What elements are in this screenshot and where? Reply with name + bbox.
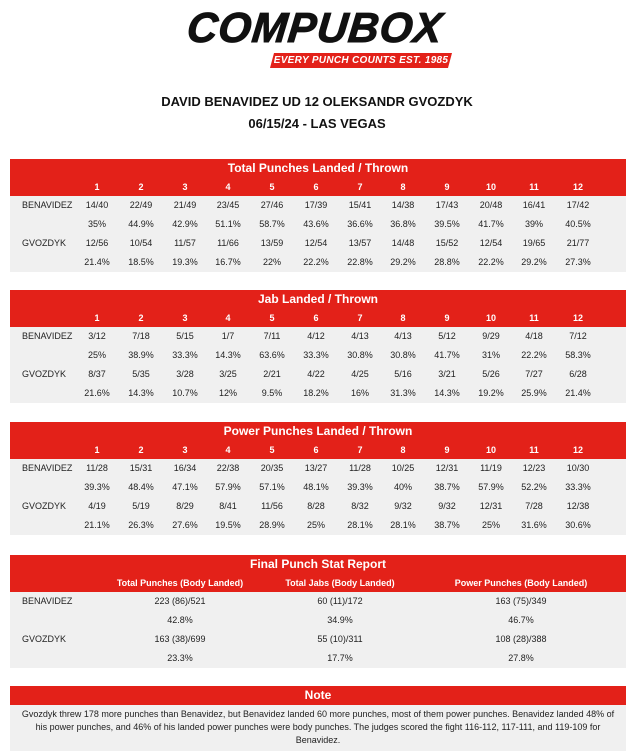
percentage-cell: 19.3% (172, 257, 198, 267)
landed-thrown-cell: 2/21 (263, 369, 281, 379)
landed-thrown-cell: 4/19 (88, 501, 106, 511)
percentage-cell: 28.1% (347, 520, 373, 530)
round-number: 1 (94, 445, 100, 455)
fighter-name: GVOZDYK (22, 369, 67, 379)
fighter-name: BENAVIDEZ (22, 596, 73, 606)
landed-thrown-cell: 5/19 (132, 501, 150, 511)
percentage-cell: 33.3% (565, 482, 591, 492)
round-number: 4 (225, 313, 231, 323)
percentage-cell: 25.9% (521, 388, 547, 398)
percentage-cell: 30.8% (347, 350, 373, 360)
final-pct: 46.7% (508, 615, 534, 625)
percentage-cell: 38.7% (434, 520, 460, 530)
landed-thrown-cell: 4/13 (351, 331, 369, 341)
landed-thrown-cell: 11/28 (86, 463, 108, 473)
fighter-landed-row (10, 459, 626, 478)
percentage-cell: 22.8% (347, 257, 373, 267)
final-col-power: Power Punches (Body Landed) (454, 578, 588, 588)
final-punch-stat-report (10, 555, 626, 668)
round-number: 10 (485, 313, 496, 323)
landed-thrown-cell: 9/32 (394, 501, 412, 511)
landed-thrown-cell: 13/57 (348, 238, 372, 248)
percentage-cell: 14.3% (434, 388, 460, 398)
landed-thrown-cell: 8/37 (88, 369, 106, 379)
percentage-cell: 16% (350, 388, 369, 398)
percentage-cell: 21.4% (565, 388, 591, 398)
landed-thrown-cell: 4/22 (307, 369, 325, 379)
landed-thrown-cell: 6/28 (569, 369, 587, 379)
percentage-cell: 22.2% (478, 257, 504, 267)
landed-thrown-cell: 20/48 (479, 200, 503, 210)
landed-thrown-cell: 4/13 (394, 331, 412, 341)
percentage-cell: 33.3% (303, 350, 329, 360)
percentage-cell: 40.5% (565, 219, 591, 229)
round-number: 8 (400, 182, 406, 192)
percentage-cell: 58.7% (259, 219, 285, 229)
round-number: 7 (357, 313, 363, 323)
fighter-landed-row (10, 327, 626, 346)
round-number: 1 (94, 182, 100, 192)
logo-wordmark: COMPUBOX (184, 4, 446, 51)
landed-thrown-cell: 7/27 (525, 369, 543, 379)
percentage-cell: 31% (481, 350, 500, 360)
total-punches-table (10, 159, 626, 272)
percentage-cell: 25% (306, 520, 325, 530)
percentage-cell: 39.5% (434, 219, 460, 229)
round-number: 2 (138, 445, 144, 455)
landed-thrown-cell: 13/27 (304, 463, 328, 473)
round-number: 5 (269, 313, 275, 323)
fighter-pct-row (10, 346, 626, 365)
landed-thrown-cell: 7/18 (132, 331, 150, 341)
landed-thrown-cell: 4/25 (351, 369, 369, 379)
landed-thrown-cell: 15/52 (435, 238, 459, 248)
final-pct: 23.3% (167, 653, 193, 663)
fighter-name: GVOZDYK (22, 238, 67, 248)
percentage-cell: 9.5% (261, 388, 283, 398)
round-number: 7 (357, 445, 363, 455)
fighter-pct-row (10, 516, 626, 535)
percentage-cell: 21.4% (84, 257, 110, 267)
landed-thrown-cell: 22/49 (129, 200, 153, 210)
round-number: 9 (444, 445, 450, 455)
final-row-gvozdyk-pct (10, 649, 626, 668)
landed-thrown-cell: 16/34 (173, 463, 197, 473)
landed-thrown-cell: 11/66 (217, 238, 239, 248)
percentage-cell: 43.6% (303, 219, 329, 229)
landed-thrown-cell: 3/28 (176, 369, 194, 379)
landed-thrown-cell: 14/40 (85, 200, 109, 210)
final-report-title: Final Punch Stat Report (10, 555, 626, 574)
fighter-landed-row (10, 234, 626, 253)
table-title: Jab Landed / Thrown (10, 290, 626, 309)
fighter-name: GVOZDYK (22, 634, 67, 644)
fighter-landed-row (10, 365, 626, 384)
final-report-column-headers (10, 574, 626, 592)
percentage-cell: 10.7% (172, 388, 198, 398)
table-title: Total Punches Landed / Thrown (10, 159, 626, 178)
landed-thrown-cell: 12/54 (304, 238, 328, 248)
percentage-cell: 22.2% (521, 350, 547, 360)
landed-thrown-cell: 5/12 (438, 331, 456, 341)
round-number: 11 (529, 313, 539, 323)
final-pct: 42.8% (167, 615, 193, 625)
percentage-cell: 28.9% (259, 520, 285, 530)
round-header-row (10, 309, 626, 327)
percentage-cell: 16.7% (215, 257, 241, 267)
landed-thrown-cell: 12/38 (566, 501, 590, 511)
landed-thrown-cell: 7/28 (525, 501, 543, 511)
percentage-cell: 21.6% (84, 388, 110, 398)
final-value: 60 (11)/172 (317, 596, 363, 606)
percentage-cell: 33.3% (172, 350, 198, 360)
landed-thrown-cell: 11/19 (480, 463, 502, 473)
fighter-pct-row (10, 478, 626, 497)
final-pct: 27.8% (508, 653, 534, 663)
fighter-name: GVOZDYK (22, 501, 67, 511)
landed-thrown-cell: 12/54 (479, 238, 503, 248)
landed-thrown-cell: 11/57 (174, 238, 196, 248)
percentage-cell: 12% (218, 388, 237, 398)
final-pct: 34.9% (327, 615, 353, 625)
percentage-cell: 27.3% (565, 257, 591, 267)
percentage-cell: 63.6% (259, 350, 285, 360)
landed-thrown-cell: 4/12 (307, 331, 325, 341)
note-text: Gvozdyk threw 178 more punches than Benavidez, but Benavidez landed 60 more punches, most of them power punches. Benavidez landed 48% of his power punches, and 46% of his landed power punches were body punches. The judges scored the fight 116-112, 117-111, and 119-109 for Benavidez. (21, 709, 615, 745)
fight-date-location: 06/15/24 - LAS VEGAS (248, 116, 386, 131)
landed-thrown-cell: 5/15 (176, 331, 194, 341)
final-value: 108 (28)/388 (495, 634, 547, 644)
round-number: 3 (182, 182, 188, 192)
round-number: 9 (444, 182, 450, 192)
landed-thrown-cell: 14/38 (391, 200, 415, 210)
landed-thrown-cell: 17/42 (566, 200, 590, 210)
fighter-name: BENAVIDEZ (22, 200, 73, 210)
percentage-cell: 18.5% (128, 257, 154, 267)
percentage-cell: 29.2% (390, 257, 416, 267)
landed-thrown-cell: 7/11 (263, 331, 281, 341)
landed-thrown-cell: 12/56 (85, 238, 109, 248)
round-number: 3 (182, 313, 188, 323)
round-number: 3 (182, 445, 188, 455)
percentage-cell: 26.3% (128, 520, 154, 530)
final-value: 163 (38)/699 (154, 634, 206, 644)
round-number: 11 (529, 182, 539, 192)
round-number: 5 (269, 182, 275, 192)
landed-thrown-cell: 1/7 (221, 331, 235, 341)
percentage-cell: 28.8% (434, 257, 460, 267)
percentage-cell: 39.3% (84, 482, 110, 492)
landed-thrown-cell: 19/65 (522, 238, 546, 248)
percentage-cell: 30.6% (565, 520, 591, 530)
table-title: Power Punches Landed / Thrown (10, 422, 626, 441)
round-number: 4 (225, 182, 231, 192)
landed-thrown-cell: 15/31 (129, 463, 153, 473)
round-number: 4 (225, 445, 231, 455)
final-value: 55 (10)/311 (317, 634, 363, 644)
percentage-cell: 48.1% (303, 482, 329, 492)
fighter-pct-row (10, 384, 626, 403)
percentage-cell: 30.8% (390, 350, 416, 360)
fighter-name: BENAVIDEZ (22, 331, 73, 341)
landed-thrown-cell: 23/45 (216, 200, 240, 210)
landed-thrown-cell: 22/38 (216, 463, 240, 473)
jab-table (10, 290, 626, 403)
landed-thrown-cell: 4/18 (525, 331, 543, 341)
landed-thrown-cell: 5/35 (132, 369, 150, 379)
final-row-benavidez-pct (10, 611, 626, 630)
fighter-pct-row (10, 253, 626, 272)
final-col-jabs: Total Jabs (Body Landed) (285, 578, 395, 588)
percentage-cell: 57.9% (478, 482, 504, 492)
round-number: 12 (572, 313, 583, 323)
percentage-cell: 36.8% (390, 219, 416, 229)
final-value: 163 (75)/349 (495, 596, 547, 606)
landed-thrown-cell: 10/25 (391, 463, 415, 473)
landed-thrown-cell: 16/41 (522, 200, 546, 210)
percentage-cell: 44.9% (128, 219, 154, 229)
percentage-cell: 47.1% (172, 482, 198, 492)
percentage-cell: 57.1% (259, 482, 285, 492)
fight-title: DAVID BENAVIDEZ UD 12 OLEKSANDR GVOZDYK (161, 94, 473, 109)
landed-thrown-cell: 3/12 (88, 331, 106, 341)
landed-thrown-cell: 11/56 (261, 501, 283, 511)
round-number: 12 (572, 445, 583, 455)
landed-thrown-cell: 10/30 (566, 463, 590, 473)
landed-thrown-cell: 9/32 (438, 501, 456, 511)
percentage-cell: 29.2% (521, 257, 547, 267)
round-number: 12 (572, 182, 583, 192)
percentage-cell: 42.9% (172, 219, 198, 229)
percentage-cell: 31.3% (390, 388, 416, 398)
note-panel (10, 686, 626, 751)
landed-thrown-cell: 8/29 (176, 501, 194, 511)
round-number: 8 (400, 445, 406, 455)
percentage-cell: 57.9% (215, 482, 241, 492)
percentage-cell: 39.3% (347, 482, 373, 492)
percentage-cell: 41.7% (478, 219, 504, 229)
percentage-cell: 48.4% (128, 482, 154, 492)
percentage-cell: 35% (87, 219, 106, 229)
landed-thrown-cell: 17/39 (304, 200, 328, 210)
landed-thrown-cell: 12/31 (479, 501, 503, 511)
landed-thrown-cell: 21/49 (173, 200, 197, 210)
percentage-cell: 28.1% (390, 520, 416, 530)
landed-thrown-cell: 27/46 (260, 200, 284, 210)
percentage-cell: 21.1% (84, 520, 110, 530)
round-number: 5 (269, 445, 275, 455)
landed-thrown-cell: 9/29 (482, 331, 500, 341)
final-pct: 17.7% (327, 653, 353, 663)
percentage-cell: 38.7% (434, 482, 460, 492)
percentage-cell: 19.5% (215, 520, 241, 530)
landed-thrown-cell: 11/28 (349, 463, 371, 473)
fighter-landed-row (10, 196, 626, 215)
final-value: 223 (86)/521 (154, 596, 206, 606)
round-number: 6 (313, 182, 319, 192)
logo-tagline: EVERY PUNCH COUNTS EST. 1985 (273, 55, 449, 66)
fighter-landed-row (10, 497, 626, 516)
round-number: 1 (94, 313, 100, 323)
round-number: 6 (313, 445, 319, 455)
landed-thrown-cell: 14/48 (391, 238, 415, 248)
landed-thrown-cell: 3/25 (219, 369, 237, 379)
round-number: 7 (357, 182, 363, 192)
fighter-name: BENAVIDEZ (22, 463, 73, 473)
percentage-cell: 22% (262, 257, 281, 267)
percentage-cell: 38.9% (128, 350, 154, 360)
fighter-pct-row (10, 215, 626, 234)
percentage-cell: 25% (481, 520, 500, 530)
landed-thrown-cell: 12/31 (435, 463, 459, 473)
landed-thrown-cell: 8/32 (351, 501, 369, 511)
percentage-cell: 41.7% (434, 350, 460, 360)
percentage-cell: 19.2% (478, 388, 504, 398)
landed-thrown-cell: 8/41 (219, 501, 237, 511)
round-number: 6 (313, 313, 319, 323)
percentage-cell: 58.3% (565, 350, 591, 360)
landed-thrown-cell: 12/23 (522, 463, 546, 473)
landed-thrown-cell: 3/21 (438, 369, 456, 379)
round-number: 9 (444, 313, 450, 323)
round-header-row (10, 441, 626, 459)
percentage-cell: 51.1% (215, 219, 241, 229)
landed-thrown-cell: 13/59 (260, 238, 284, 248)
landed-thrown-cell: 5/16 (394, 369, 412, 379)
percentage-cell: 39% (524, 219, 543, 229)
percentage-cell: 36.6% (347, 219, 373, 229)
landed-thrown-cell: 8/28 (307, 501, 325, 511)
landed-thrown-cell: 21/77 (566, 238, 590, 248)
final-row-gvozdyk (10, 630, 626, 649)
landed-thrown-cell: 17/43 (435, 200, 459, 210)
percentage-cell: 18.2% (303, 388, 329, 398)
power-punches-table (10, 422, 626, 535)
percentage-cell: 27.6% (172, 520, 198, 530)
round-number: 2 (138, 182, 144, 192)
round-header-row (10, 178, 626, 196)
round-number: 8 (400, 313, 406, 323)
percentage-cell: 14.3% (215, 350, 241, 360)
percentage-cell: 22.2% (303, 257, 329, 267)
percentage-cell: 31.6% (521, 520, 547, 530)
final-col-total: Total Punches (Body Landed) (116, 578, 244, 588)
landed-thrown-cell: 20/35 (260, 463, 284, 473)
round-number: 10 (485, 182, 496, 192)
final-row-benavidez (10, 592, 626, 611)
compubox-logo (180, 6, 450, 70)
percentage-cell: 25% (87, 350, 106, 360)
landed-thrown-cell: 5/26 (482, 369, 500, 379)
landed-thrown-cell: 15/41 (348, 200, 372, 210)
percentage-cell: 52.2% (521, 482, 547, 492)
note-title: Note (10, 686, 626, 705)
landed-thrown-cell: 10/54 (129, 238, 153, 248)
round-number: 11 (529, 445, 539, 455)
landed-thrown-cell: 7/12 (569, 331, 587, 341)
round-number: 2 (138, 313, 144, 323)
round-number: 10 (485, 445, 496, 455)
percentage-cell: 40% (393, 482, 412, 492)
percentage-cell: 14.3% (128, 388, 154, 398)
